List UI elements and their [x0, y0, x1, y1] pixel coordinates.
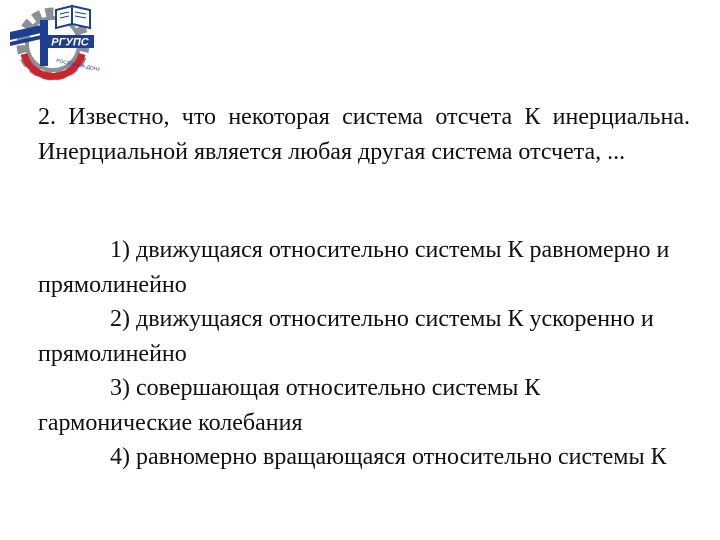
- answer-option-1: 1) движущаяся относительно системы К равномерно и прямолинейно: [38, 237, 670, 298]
- question-text: 2. Известно, что некоторая система отсчета К инерциальна. Инерциальной является любая другая система отсчета, ...: [38, 104, 690, 165]
- logo-text: РГУПС: [51, 36, 89, 49]
- answer-options: [38, 233, 690, 475]
- university-logo: [6, 2, 100, 82]
- answer-option-2: 2) движущаяся относительно системы К ускоренно и прямолинейно: [38, 306, 654, 367]
- logo-subtext: РОСТОВ-НА-ДОНУ: [55, 58, 100, 74]
- rgups-emblem-icon: [6, 2, 100, 82]
- answer-option-4: 4) равномерно вращающаяся относительно системы К: [110, 444, 667, 470]
- answer-option-3: 3) совершающая относительно системы К гармонические колебания: [38, 375, 541, 436]
